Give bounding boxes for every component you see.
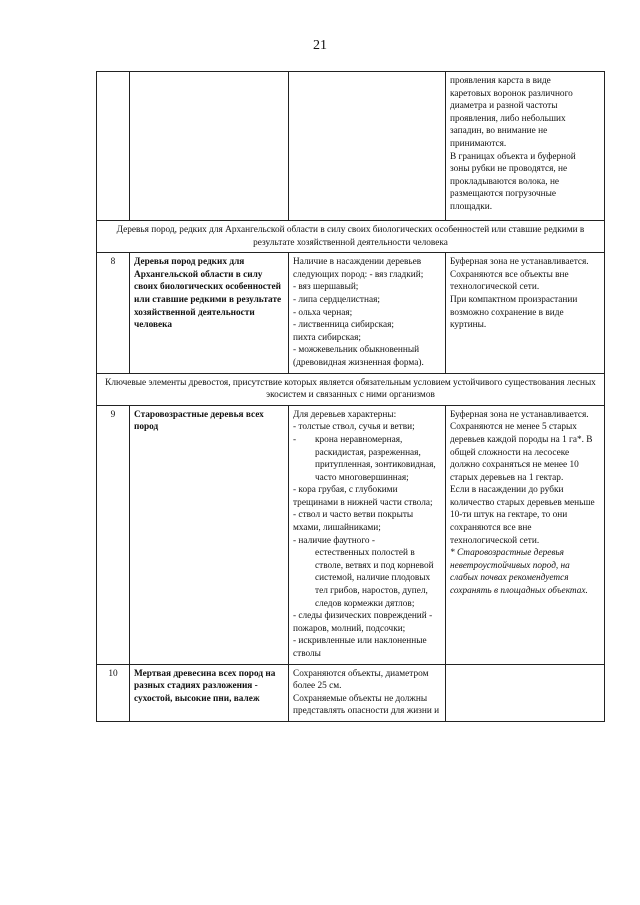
rec-text: При компактном произрастании возможно сохранение в виде куртины. <box>450 294 578 331</box>
text-line: проявления карста в виде <box>450 76 551 86</box>
text-line: зоны рубки не проводятся, не <box>450 164 568 175</box>
rec-text: Буферная зона не устанавливается. <box>450 257 589 268</box>
sign-cell <box>289 664 446 721</box>
name-cell <box>130 72 289 221</box>
text-line: проявления, либо небольших <box>450 113 566 124</box>
rec-text: Если в насаждении до рубки количество старых деревьев меньше 10-ти штук на гектаре, то они сохраняются все вне технологической сети. <box>450 485 595 546</box>
number-cell: 9 <box>97 405 130 664</box>
list-item: - следы физических повреждений - пожаров, молний, подсочки; <box>293 611 433 634</box>
text-line: принимаются. <box>450 138 507 149</box>
text-line: площадки. <box>450 201 493 212</box>
list-item: - <box>293 434 297 445</box>
text-line: диаметра и разной частоты <box>450 101 558 112</box>
list-item: - ствол и часто ветви покрыты мхами, лишайниками; <box>293 510 414 534</box>
text-line: прокладываются волока, не <box>450 176 560 187</box>
sign-text: Сохраняемые объекты не должны представлять опасности для жизни и <box>293 693 440 717</box>
list-item: - толстые ствол, сучья и ветви; <box>293 422 415 433</box>
section-row <box>97 373 605 405</box>
table-row <box>97 664 605 721</box>
sign-text: Сохраняются объекты, диаметром более 25 см. <box>293 668 429 692</box>
sign-cell <box>289 253 446 373</box>
sign-cell <box>289 72 446 221</box>
page-number: 21 <box>313 38 327 53</box>
list-item: - кора грубая, с глубокими трещинами в нижней части ствола; <box>293 485 433 508</box>
number-cell: 8 <box>97 253 130 373</box>
text-line: размещаются погрузочные <box>450 189 556 200</box>
sign-text: пихта сибирская; <box>293 332 361 343</box>
name-cell: Мертвая древесина всех пород на разных стадиях разложения - сухостой, высокие пни, валеж <box>130 664 289 721</box>
table-row <box>97 72 605 221</box>
table-row <box>97 253 605 373</box>
list-item: крона неравномерная, раскидистая, разреженная, притупленная, зонтиковидная, часто многовершинная; <box>315 434 436 483</box>
list-item: - липа сердцелистная; <box>293 294 380 305</box>
list-item: естественных полостей в стволе, ветвях и под корневой системой, наличие плодовых тел грибов, наростов, дупел, следов кормежки дятлов; <box>315 548 434 609</box>
list-item: - искривленные или наклоненные стволы <box>293 636 427 659</box>
list-item: - вяз шершавый; <box>293 282 359 293</box>
name-cell: Деревья пород редких для Архангельской области в силу своих биологических особенностей или ставшие редкими в результате хозяйственной деятельности человека <box>130 253 289 373</box>
sign-cell <box>289 405 446 664</box>
text-line: каретовых воронок различного <box>450 88 573 99</box>
name-cell: Старовозрастные деревья всех пород <box>130 405 289 664</box>
text-line: западин, во внимание не <box>450 126 548 137</box>
sign-text: Наличие в насаждении деревьев следующих пород: - вяз гладкий; <box>293 257 424 280</box>
text-line: В границах объекта и буферной <box>450 151 576 162</box>
recommendation-cell <box>446 405 605 664</box>
number-cell <box>97 72 130 221</box>
number-cell: 10 <box>97 664 130 721</box>
section-heading: Деревья пород, редких для Архангельской области в силу своих биологических особенностей или ставшие редкими в результате хозяйственной деятельности человека <box>97 221 605 253</box>
rec-text: Сохраняются не менее 5 старых деревьев каждой породы на 1 га*. В общей сложности на лесосеке должно сохраняться не менее 10 старых деревьев на 1 гектар. <box>450 422 593 483</box>
list-item: - лиственница сибирская; <box>293 320 394 331</box>
recommendation-cell <box>446 253 605 373</box>
recommendation-cell <box>446 72 605 221</box>
rec-text: Буферная зона не устанавливается. <box>450 409 589 420</box>
table-row <box>97 405 605 664</box>
recommendation-cell <box>446 664 605 721</box>
requirements-table <box>96 71 605 722</box>
rec-text: Сохраняются все объекты вне технологической сети. <box>450 269 569 293</box>
sign-text: Для деревьев характерны: <box>293 409 397 420</box>
list-item: - ольха черная; <box>293 307 353 318</box>
list-item: - наличие фаутного - <box>293 535 375 546</box>
footnote: * Старовозрастные деревья неветроустойчивых пород, на слабых почвах рекомендуется сохранять в площадных объектах. <box>450 548 588 597</box>
section-heading: Ключевые элементы древостоя, присутствие которых является обязательным условием устойчивого существования лесных экосистем и связанных с ними организмов <box>97 373 605 405</box>
sign-text: - можжевельник обыкновенный (древовидная жизненная форма). <box>293 345 424 368</box>
section-row <box>97 221 605 253</box>
